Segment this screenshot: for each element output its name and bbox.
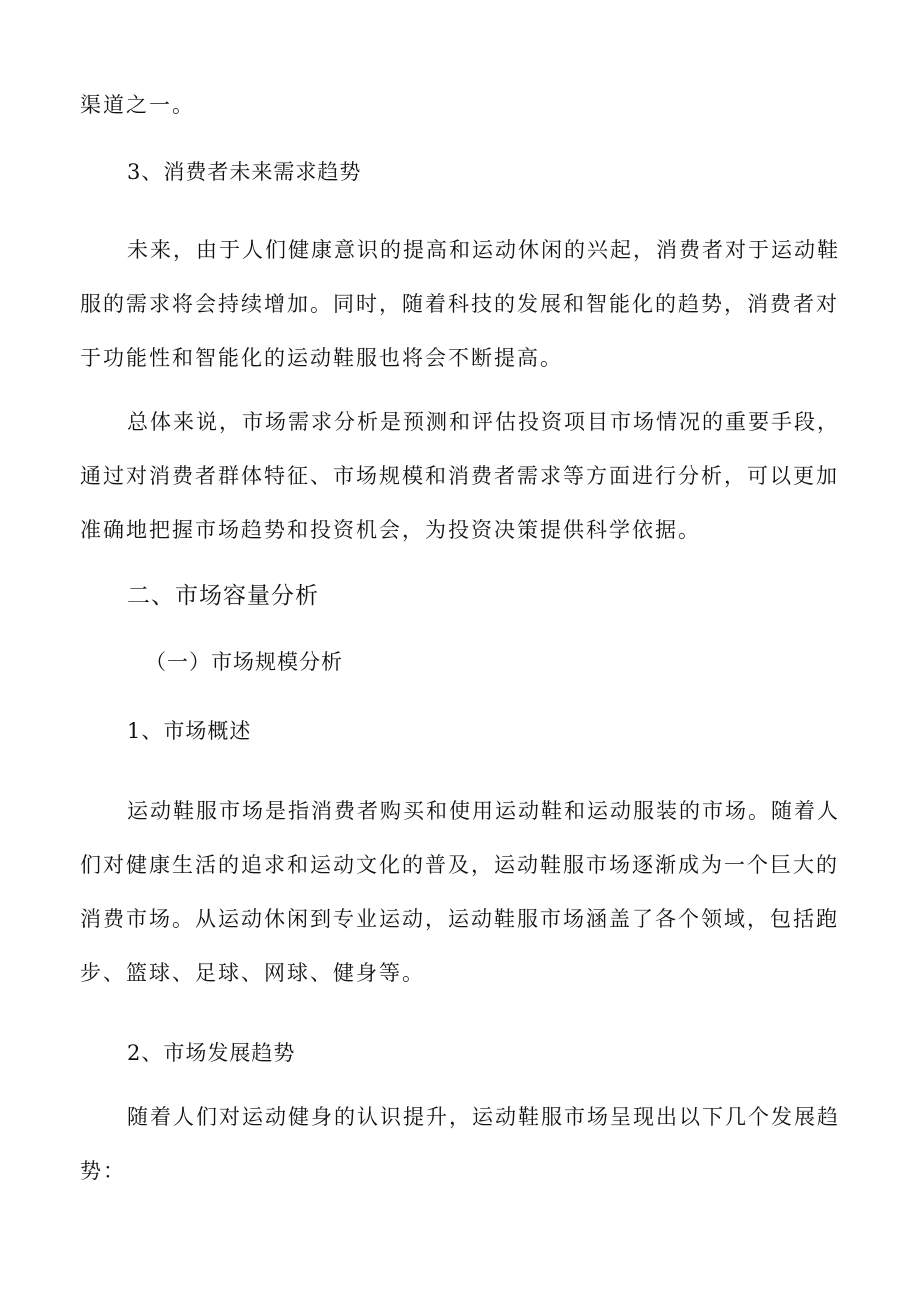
paragraph-overview-line-4: 步、篮球、足球、网球、健身等。 [80, 961, 425, 985]
heading-market-overview: 1、市场概述 [127, 719, 252, 743]
paragraph-overview-line-2: 们对健康生活的追求和运动文化的普及，运动鞋服市场逐渐成为一个巨大的 [80, 853, 839, 877]
paragraph-summary-line-1: 总体来说，市场需求分析是预测和评估投资项目市场情况的重要手段， [127, 410, 840, 434]
paragraph-future-line-3: 于功能性和智能化的运动鞋服也将会不断提高。 [80, 346, 563, 370]
paragraph-future-line-2: 服的需求将会持续增加。同时，随着科技的发展和智能化的趋势，消费者对 [80, 292, 839, 316]
paragraph-trend-line-1: 随着人们对运动健身的认识提升，运动鞋服市场呈现出以下几个发展趋 [127, 1105, 840, 1129]
section-title-market-capacity: 二、市场容量分析 [127, 583, 319, 609]
heading-future-demand: 3、消费者未来需求趋势 [127, 160, 362, 184]
paragraph-overview-line-3: 消费市场。从运动休闲到专业运动，运动鞋服市场涵盖了各个领域，包括跑 [80, 907, 839, 931]
paragraph-overview-line-1: 运动鞋服市场是指消费者购买和使用运动鞋和运动服装的市场。随着人 [127, 799, 840, 823]
paragraph-summary-line-3: 准确地把握市场趋势和投资机会，为投资决策提供科学依据。 [80, 518, 701, 542]
line-channel: 渠道之一。 [80, 93, 195, 117]
paragraph-future-line-1: 未来，由于人们健康意识的提高和运动休闲的兴起，消费者对于运动鞋 [127, 238, 840, 262]
subsection-title-market-scale: （一）市场规模分析 [145, 650, 343, 674]
paragraph-trend-line-2: 势： [80, 1159, 126, 1183]
heading-market-trend: 2、市场发展趋势 [127, 1041, 296, 1065]
paragraph-summary-line-2: 通过对消费者群体特征、市场规模和消费者需求等方面进行分析，可以更加 [80, 464, 839, 488]
